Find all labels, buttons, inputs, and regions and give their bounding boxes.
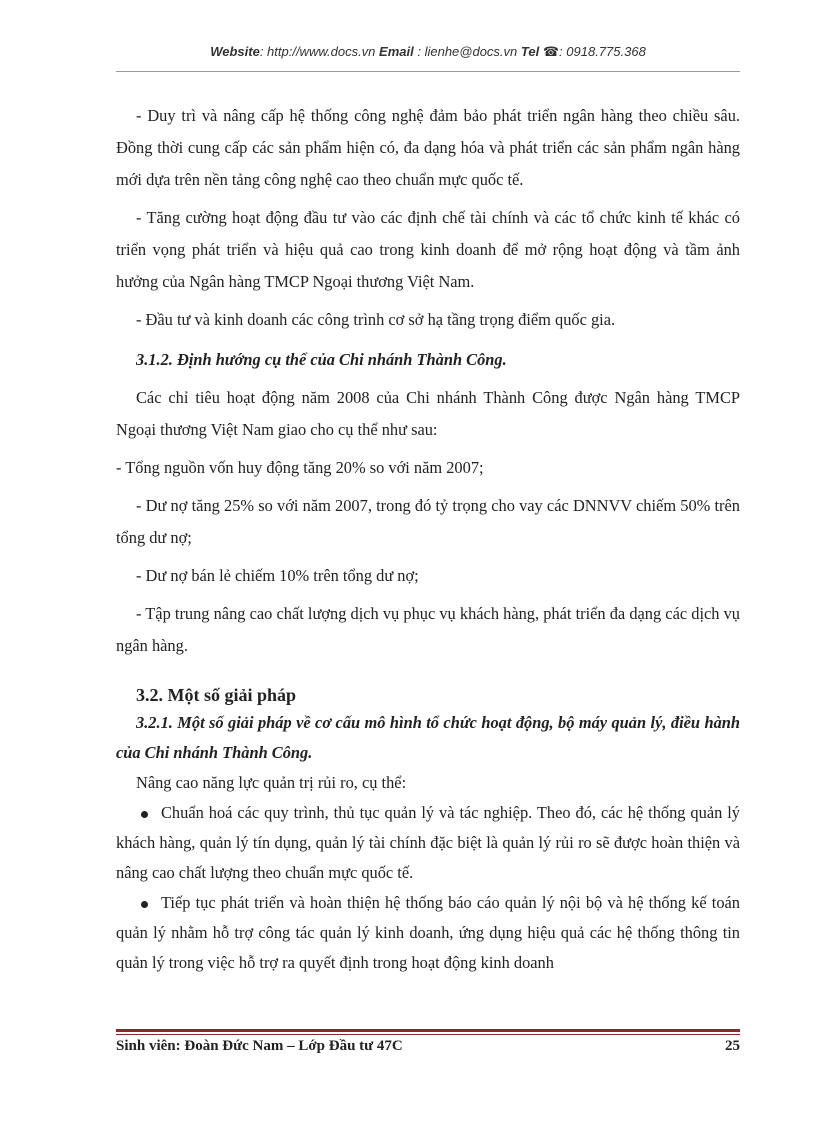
website-value: : http://www.docs.vn xyxy=(259,44,376,59)
footer-student: Sinh viên: Đoàn Đức Nam – Lớp Đầu tư 47C xyxy=(116,1038,403,1054)
heading-3-1-2: 3.1.2. Định hướng cụ thể của Chi nhánh Thành Công. xyxy=(136,350,507,369)
bullet-dot-icon xyxy=(141,811,148,818)
footer-divider-thick xyxy=(116,1029,740,1032)
paragraph-3: - Đầu tư và kinh doanh các công trình cơ sở hạ tầng trọng điểm quốc gia. xyxy=(136,310,616,329)
page-number: 25 xyxy=(725,1038,740,1054)
phone-icon: ☎ xyxy=(542,44,560,59)
heading-3-2-1: 3.2.1. Một số giải pháp về cơ cấu mô hình tổ chức hoạt động, bộ máy quản lý, điều hành của Chi nhánh Thành Công. xyxy=(116,713,740,762)
paragraph-9: Nâng cao năng lực quản trị rủi ro, cụ thể: xyxy=(136,773,407,792)
paragraph-7: - Dư nợ bán lẻ chiếm 10% trên tổng dư nợ; xyxy=(136,566,419,585)
paragraph-4: Các chỉ tiêu hoạt động năm 2008 của Chi nhánh Thành Công được Ngân hàng TMCP Ngoại thương Việt Nam giao cho cụ thể như sau: xyxy=(116,388,740,439)
bullet-text-1: Chuẩn hoá các quy trình, thủ tục quản lý và tác nghiệp. Theo đó, các hệ thống quản lý khách hàng, quản lý tín dụng, quản lý tài chính đặc biệt là quản lý rủi ro sẽ được hoàn thiện và nâng cao chất lượng theo chuẩn mực quốc tế. xyxy=(116,803,740,882)
website-label: Website xyxy=(210,44,260,59)
page-content xyxy=(116,100,740,978)
paragraph-6: - Dư nợ tăng 25% so với năm 2007, trong đó tỷ trọng cho vay các DNNVV chiếm 50% trên tổng dư nợ; xyxy=(116,496,740,547)
paragraph-1: - Duy trì và nâng cấp hệ thống công nghệ đảm bảo phát triển ngân hàng theo chiều sâu. Đồng thời cung cấp các sản phẩm hiện có, đa dạng hóa và phát triển các sản phẩm ngân hàng mới dựa trên nền tảng công nghệ cao theo chuẩn mực quốc tế. xyxy=(116,106,740,189)
heading-3-2: 3.2. Một số giải pháp xyxy=(136,685,297,705)
email-label: Email xyxy=(379,44,414,59)
paragraph-5: - Tổng nguồn vốn huy động tăng 20% so với năm 2007; xyxy=(116,458,484,477)
bullet-item-2 xyxy=(116,888,740,978)
page-header xyxy=(116,44,740,60)
header-divider xyxy=(116,71,740,72)
tel-value: : 0918.775.368 xyxy=(559,44,646,59)
bullet-dot-icon xyxy=(141,901,148,908)
bullet-text-2: Tiếp tục phát triển và hoàn thiện hệ thống báo cáo quản lý nội bộ và hệ thống kế toán quản lý nhằm hỗ trợ công tác quản lý kinh doanh, ứng dụng hiệu quả các hệ thống thông tin quản lý trong việc hỗ trợ ra quyết định trong hoạt động kinh doanh xyxy=(116,893,740,972)
bullet-item-1 xyxy=(116,798,740,888)
footer-divider-thin xyxy=(116,1034,740,1035)
paragraph-2: - Tăng cường hoạt động đầu tư vào các định chế tài chính và các tổ chức kinh tế khác có triển vọng phát triển và hiệu quả cao trong kinh doanh để mở rộng hoạt động và tầm ảnh hưởng của Ngân hàng TMCP Ngoại thương Việt Nam. xyxy=(116,208,740,291)
tel-label: Tel xyxy=(520,44,540,59)
email-value: : lienhe@docs.vn xyxy=(417,44,518,59)
paragraph-8: - Tập trung nâng cao chất lượng dịch vụ phục vụ khách hàng, phát triển đa dạng các dịch vụ ngân hàng. xyxy=(116,604,740,655)
